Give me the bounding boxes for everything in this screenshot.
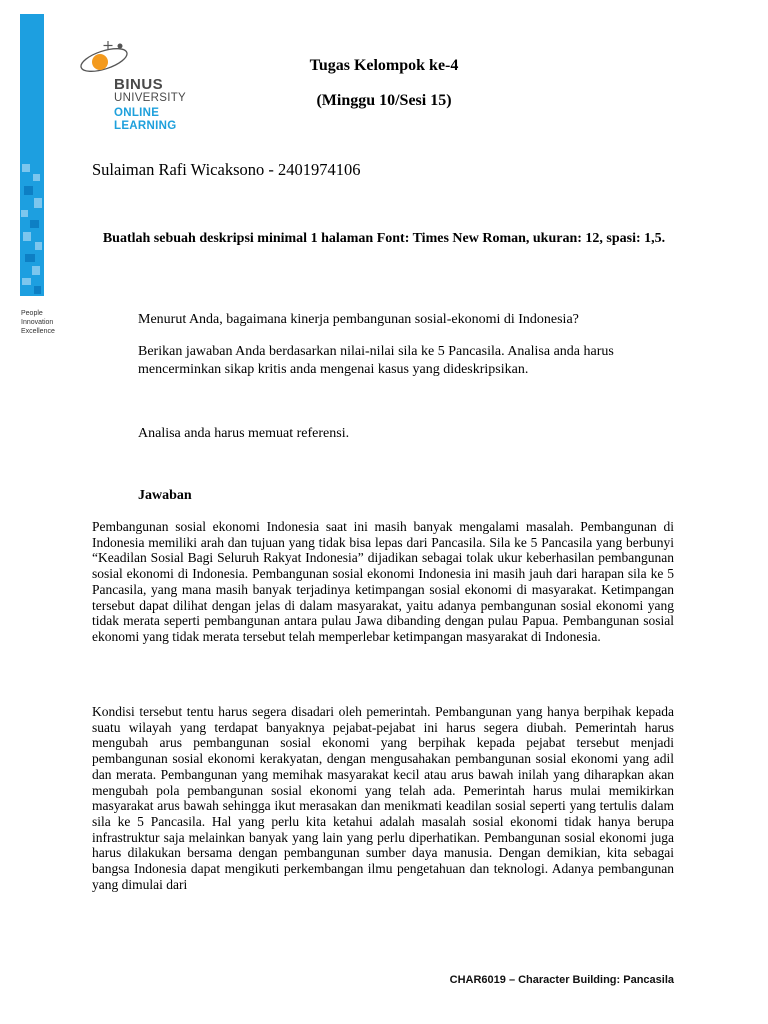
question-3: Analisa anda harus memuat referensi. (138, 426, 350, 441)
binus-logo (78, 38, 198, 138)
tagline-innovation: Innovation (21, 319, 54, 326)
logo-binus-text: BINUS (114, 76, 164, 93)
answer-paragraph-1: Pembangunan sosial ekonomi Indonesia saat ini masih banyak mengalami masalah. Pembangunan di Indonesia memiliki arah dan tujuan yang tidak bisa lepas dari Pancasila. Sila ke 5 Pancasila yang berbunyi “Keadilan Sosial Bagi Seluruh Rakyat Indonesia” dijadikan sebagai tolak ukur keberhasilan pembangunan sosial ekonomi di Indonesia. Pembangunan sosial ekonomi Indonesia ini masih jauh dari harapan sila ke 5 Pancasila, yang mana masih banyak terjadinya ketimpangan sosial ekonomi di masyarakat. Ketimpangan tersebut dapat dilihat dengan jelas di dalam masyarakat, yaitu adanya pembangunan sosial ekonomi yang tidak merata seperti pembangunan antara pulau Jawa dibanding dengan pulau Papua. Pembangunan sosial ekonomi yang tidak merata tersebut telah memperlebar ketimpangan masyarakat di Indonesia. (92, 519, 674, 644)
question-2: Berikan jawaban Anda berdasarkan nilai-nilai sila ke 5 Pancasila. Analisa anda harus mencerminkan sikap kritis anda mengenai kasus yang dideskripsikan. (138, 344, 614, 377)
logo-learning-text: LEARNING (114, 120, 177, 132)
document-title: Tugas Kelompok ke-4 (309, 57, 459, 74)
answer-paragraph-2: Kondisi tersebut tentu harus segera disadari oleh pemerintah. Pembangunan yang hanya berpihak kepada suatu wilayah yang terdapat banyaknya pejabat-pejabat ini harus segera diubah. Pemerintah harus mengubah arus pembangunan sosial ekonomi yang berpihak kepada pejabat tersebut menjadi pembangunan sosial ekonomi kerakyatan, dengan mengusahakan pembangunan sosial ekonomi yang adil dan merata. Pembangunan yang memihak masyarakat kecil atau arus bawah inilah yang diharapkan akan mengubah pola pembangunan sosial ekonomi yang telah ada. Pemerintah harus mulai memikirkan masyarakat arus bawah sehingga ikut merasakan dan menikmati keadilan sosial seperti yang tertulis dalam sila ke 5 Pancasila. Hal yang perlu kita ketahui adalah masalah sosial ekonomi tidak hanya berupa infrastruktur saja melainkan banyak yang lain yang perlu diperhatikan. Pembangunan sosial ekonomi juga harus dilakukan bersama dengan pembangunan sumber daya manusia. Dengan demikian, kita sebagai bangsa Indonesia dapat mengikuti perkembangan ilmu pengetahuan dan teknologi. Adanya pembangunan yang dimulai dari (92, 704, 674, 892)
tagline (21, 309, 55, 336)
tagline-people: People (21, 310, 43, 317)
question-1: Menurut Anda, bagaimana kinerja pembangunan sosial-ekonomi di Indonesia? (138, 312, 579, 327)
logo-online-learning (114, 107, 176, 133)
page-footer: CHAR6019 – Character Building: Pancasila (449, 974, 674, 986)
logo-online-text: ONLINE (114, 107, 160, 119)
answer-heading: Jawaban (138, 488, 192, 503)
assignment-instruction: Buatlah sebuah deskripsi minimal 1 halaman Font: Times New Roman, ukuran: 12, spasi: 1,5. (102, 231, 666, 246)
student-name-id: Sulaiman Rafi Wicaksono - 2401974106 (92, 160, 361, 179)
logo-university-text: UNIVERSITY (114, 92, 187, 104)
tagline-excellence: Excellence (21, 328, 55, 335)
document-subtitle: (Minggu 10/Sesi 15) (316, 92, 452, 109)
